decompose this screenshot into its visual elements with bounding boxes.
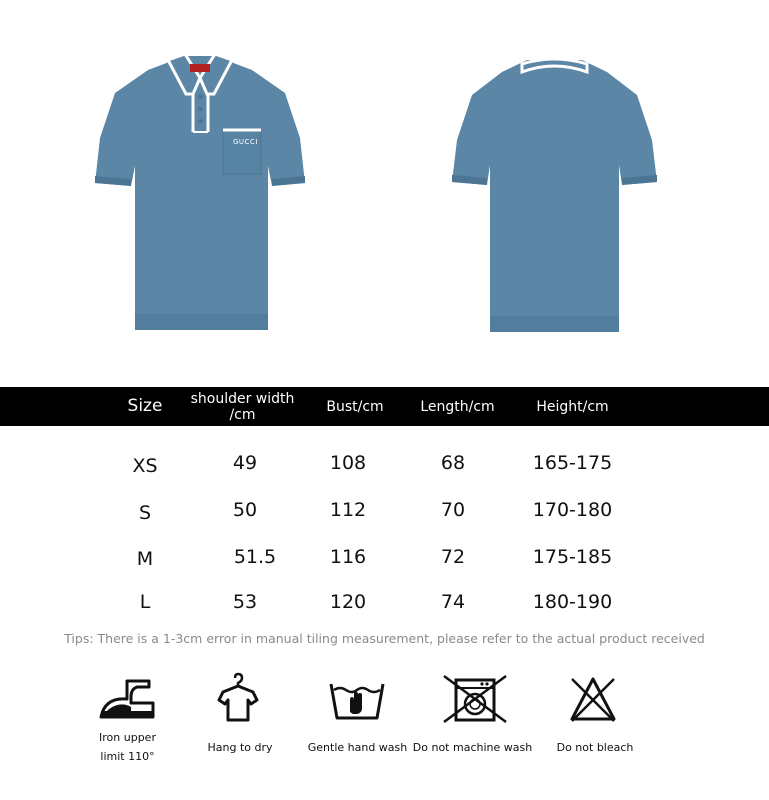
cell-length: 72 [440, 546, 466, 568]
cell-height: 175-185 [532, 546, 613, 568]
cell-length: 68 [440, 452, 466, 474]
cell-shoulder: 53 [232, 591, 258, 613]
cell-size: S [138, 502, 152, 524]
cell-bust: 108 [329, 452, 367, 474]
hang-dry-icon [215, 672, 261, 724]
header-bust: Bust/cm [326, 399, 384, 415]
care-label-iron-line2: limit 110° [100, 750, 155, 763]
header-size: Size [127, 396, 163, 416]
header-shoulder-line2: /cm [229, 407, 256, 423]
care-label-no-bleach: Do not bleach [556, 741, 634, 754]
cell-length: 70 [440, 499, 466, 521]
header-height: Height/cm [536, 399, 609, 415]
shirt-front-image [90, 48, 310, 338]
cell-bust: 112 [329, 499, 367, 521]
header-length: Length/cm [420, 399, 495, 415]
cell-bust: 116 [329, 546, 367, 568]
hand-wash-icon [328, 680, 386, 722]
care-label-hang-dry: Hang to dry [207, 741, 273, 754]
cell-bust: 120 [329, 591, 367, 613]
no-machine-wash-icon [442, 674, 508, 724]
cell-size: XS [132, 455, 158, 477]
cell-height: 170-180 [532, 499, 613, 521]
cell-size: L [139, 591, 151, 613]
cell-size: M [136, 548, 154, 570]
care-label-no-machine-wash: Do not machine wash [412, 741, 533, 754]
no-bleach-icon [568, 675, 618, 723]
iron-icon [97, 675, 157, 723]
care-label-iron-line1: Iron upper [99, 731, 156, 744]
cell-height: 165-175 [532, 452, 613, 474]
cell-shoulder: 49 [232, 452, 258, 474]
shirt-back-image [447, 50, 662, 338]
cell-height: 180-190 [532, 591, 613, 613]
cell-shoulder: 51.5 [233, 546, 277, 568]
care-label-hand-wash: Gentle hand wash [307, 741, 408, 754]
tips-note: Tips: There is a 1-3cm error in manual tiling measurement, please refer to the actual product received [64, 631, 705, 646]
cell-length: 74 [440, 591, 466, 613]
cell-shoulder: 50 [232, 499, 258, 521]
header-shoulder-width [180, 391, 305, 423]
brand-logo: GUCCI [233, 138, 258, 146]
care-label-iron [80, 728, 175, 766]
header-shoulder-line1: shoulder width [190, 391, 295, 407]
